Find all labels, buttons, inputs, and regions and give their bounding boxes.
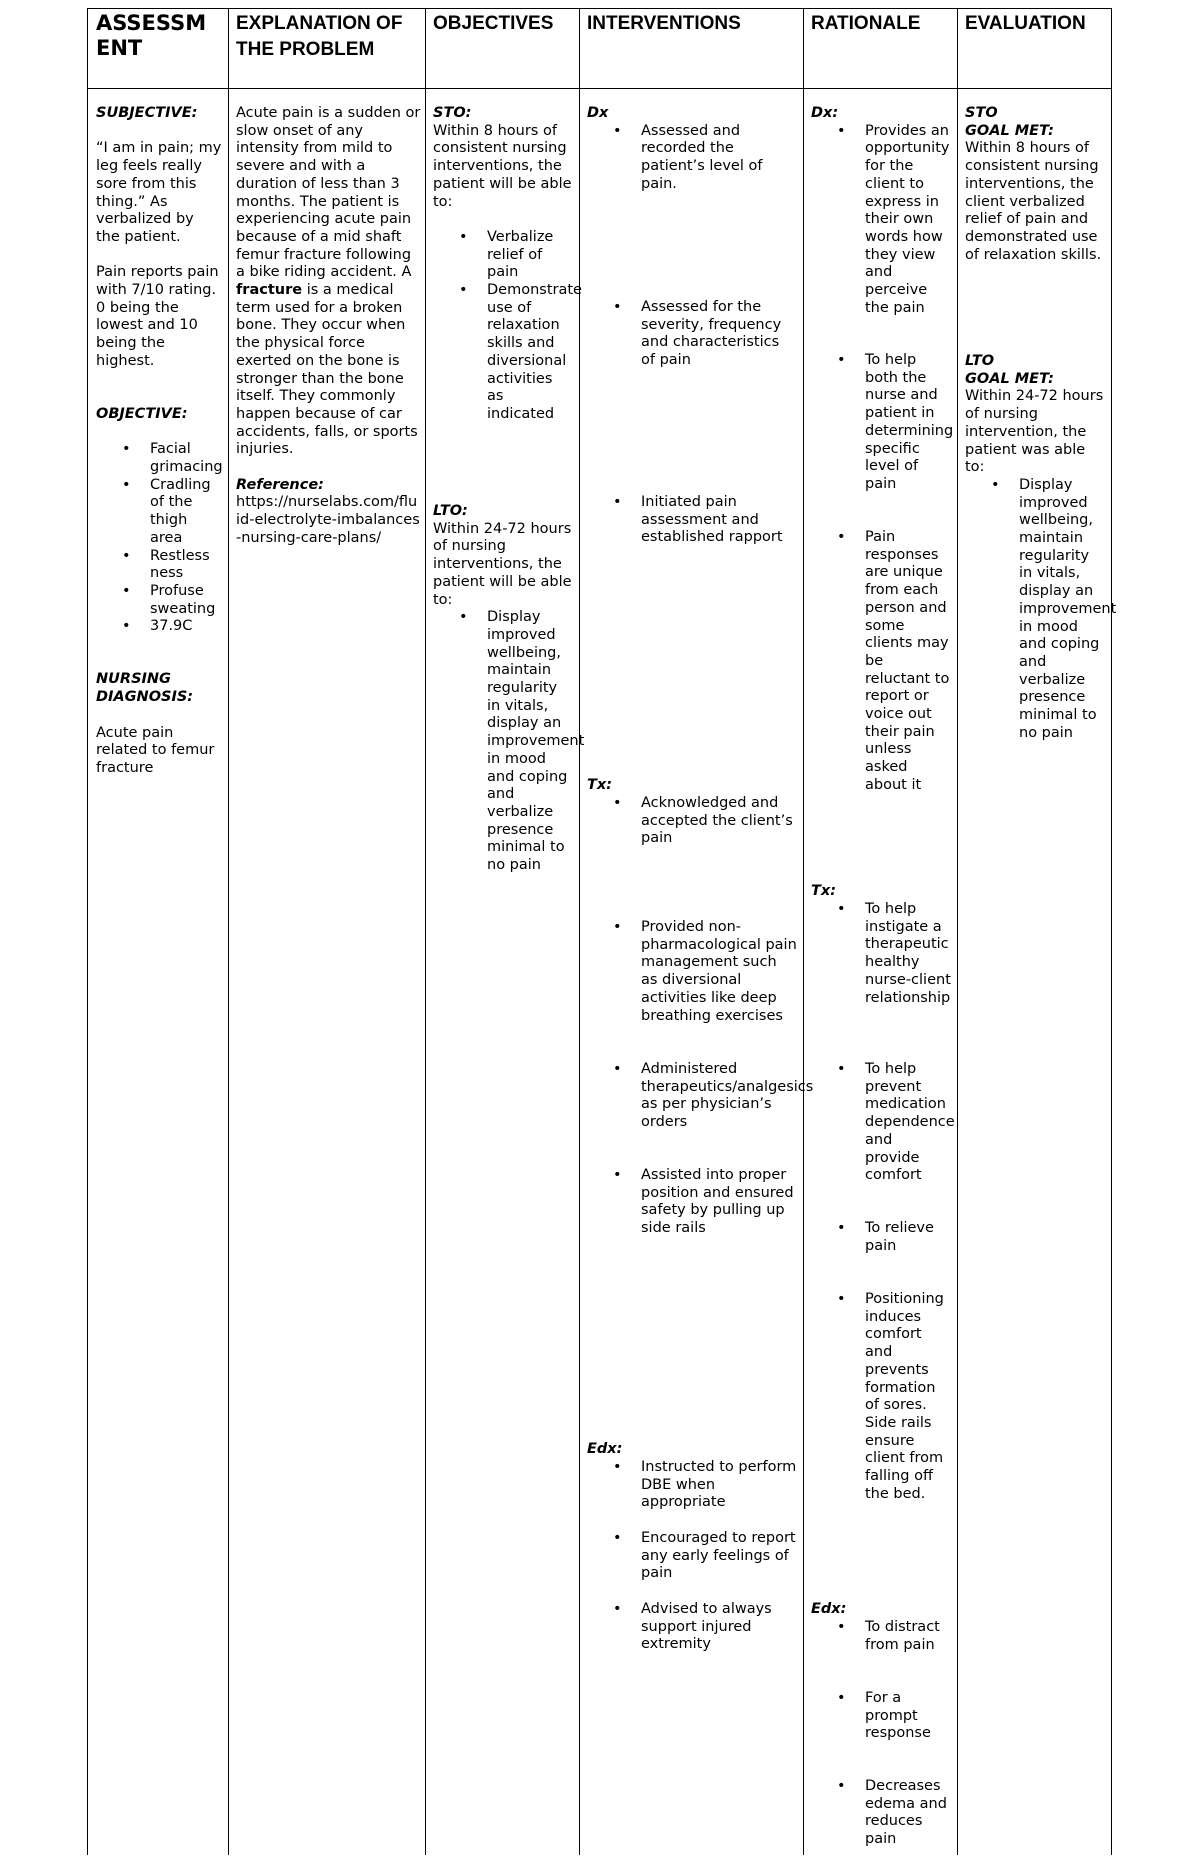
evaluation-sto-text: Within 8 hours of consistent nursing interventions, the client verbalized relief of pain and demonstrated use of relaxation skills. xyxy=(965,140,1102,263)
evaluation-lto-label: LTO xyxy=(965,353,995,369)
rationale-item xyxy=(811,352,954,494)
objective-item: • 37.9C xyxy=(96,618,222,636)
interventions-tx-label: Tx: xyxy=(587,777,613,793)
header-assessment-line2: ENT xyxy=(96,36,143,60)
lto-block xyxy=(433,503,585,875)
header-evaluation: EVALUATION xyxy=(965,13,1086,34)
reference-label: Reference: xyxy=(236,476,324,493)
rationale-item xyxy=(811,529,951,795)
rationale-item xyxy=(811,1220,951,1255)
explanation-text-end: is a medical term used for a broken bone. They occur when the physical force exerted on the bone is stronger than the bone itself. They commonly happen because of car accidents, falls, or sports injuries. xyxy=(236,282,418,458)
rationale-text: • To help instigate a therapeutic healthy nurse-client relationship xyxy=(811,901,951,1007)
intervention-text: • Administered therapeutics/analgesics as per physician’s orders xyxy=(587,1061,797,1132)
evaluation-lto-list xyxy=(965,476,1117,743)
care-plan-table xyxy=(87,8,1117,1855)
rationale-dx-label: Dx: xyxy=(811,105,839,121)
lto-label: LTO: xyxy=(433,503,468,519)
interventions-dx-label: Dx xyxy=(587,105,609,121)
evaluation-lto-block xyxy=(965,353,1117,742)
intervention-item xyxy=(587,494,797,547)
explanation-text-start: Acute pain is a sudden or slow onset of any intensity from mild to severe and with a duration of less than 3 months. The patient is experiencing acute pain because of a mid shaft femur fracture following a bike riding accident. A xyxy=(236,105,421,281)
explanation-cell xyxy=(228,105,425,1805)
objective-item: • Cradling of the thigh area xyxy=(96,477,222,548)
intervention-text: • Assessed for the severity, frequency and characteristics of pain xyxy=(587,299,797,370)
intervention-text: • Instructed to perform DBE when appropriate xyxy=(587,1459,797,1512)
rationale-cell xyxy=(803,105,957,1856)
sto-list xyxy=(433,228,582,424)
rationale-text: • For a prompt response xyxy=(811,1690,951,1743)
rationale-text: • Pain responses are unique from each person and some clients may be reluctant to report or voice out their pain unless asked about it xyxy=(811,529,951,795)
rationale-text: • Provides an opportunity for the client to express in their own words how they view and perceive the pain xyxy=(811,123,951,318)
objective-label: OBJECTIVE: xyxy=(96,405,188,422)
interventions-edx-label: Edx: xyxy=(587,1441,623,1457)
rationale-item xyxy=(811,1619,951,1654)
pain-report: Pain reports pain with 7/10 rating. 0 being the lowest and 10 being the highest. xyxy=(96,264,219,369)
rationale-text: • Decreases edema and reduces pain xyxy=(811,1778,951,1849)
sto-block xyxy=(433,105,582,424)
evaluation-lto-item: • Display improved wellbeing, maintain regularity in vitals, display an improvement in mood and coping and verbalize presence minimal to no pain xyxy=(965,477,1105,743)
rationale-item xyxy=(811,1690,951,1743)
header-explanation xyxy=(228,9,425,88)
rationale-text: • Positioning induces comfort and prevents formation of sores. Side rails ensure client from falling off the bed. xyxy=(811,1291,951,1503)
subjective-quote: “I am in pain; my leg feels really sore from this thing.” As verbalized by the patient. xyxy=(96,140,222,245)
lto-list xyxy=(433,609,585,875)
intervention-item xyxy=(587,1530,797,1583)
intervention-item xyxy=(587,1061,814,1132)
rationale-text: • To help prevent medication dependence and provide comfort xyxy=(811,1061,951,1185)
rationale-item xyxy=(811,901,951,1007)
intervention-item xyxy=(587,919,797,1025)
evaluation-sto-goal: GOAL MET: xyxy=(965,122,1054,139)
sto-label: STO: xyxy=(433,105,472,121)
rationale-item xyxy=(811,1061,955,1185)
rationale-text: • To help both the nurse and patient in determining specific level of pain xyxy=(811,352,951,494)
assessment-cell xyxy=(88,105,228,1805)
header-objectives: OBJECTIVES xyxy=(433,13,554,34)
rationale-tx-label: Tx: xyxy=(811,883,837,899)
sto-text: Within 8 hours of consistent nursing interventions, the patient will be able to: xyxy=(433,122,572,210)
evaluation-sto-label: STO xyxy=(965,105,998,121)
intervention-text: • Initiated pain assessment and established rapport xyxy=(587,494,797,547)
explanation-content xyxy=(236,105,421,548)
intervention-item xyxy=(587,1601,797,1654)
evaluation-lto-text: Within 24-72 hours of nursing intervention, the patient was able to: xyxy=(965,388,1104,476)
evaluation-cell xyxy=(957,105,1117,1805)
evaluation-sto-block xyxy=(965,105,1105,264)
header-assessment xyxy=(88,9,228,88)
intervention-item xyxy=(587,299,797,370)
nursing-diagnosis: Acute pain related to femur fracture xyxy=(96,724,215,776)
objective-list xyxy=(96,441,222,636)
rationale-text: • To relieve pain xyxy=(811,1220,951,1255)
assessment-content xyxy=(96,105,222,778)
header-explanation-line2: THE PROBLEM xyxy=(236,39,375,60)
intervention-text: • Assisted into proper position and ensured safety by pulling up side rails xyxy=(587,1167,797,1238)
subjective-label: SUBJECTIVE: xyxy=(96,105,198,121)
lto-text: Within 24-72 hours of nursing interventions, the patient will be able to: xyxy=(433,520,572,608)
intervention-item xyxy=(587,795,797,848)
header-interventions: INTERVENTIONS xyxy=(587,13,741,34)
intervention-text: • Provided non-pharmacological pain management such as diversional activities like deep breathing exercises xyxy=(587,919,797,1025)
objectives-cell xyxy=(425,105,585,1805)
intervention-text: • Acknowledged and accepted the client’s pain xyxy=(587,795,797,848)
sto-item: • Verbalize relief of pain xyxy=(433,229,573,282)
rationale-item xyxy=(811,1778,951,1849)
header-rationale: RATIONALE xyxy=(811,13,921,34)
intervention-text: • Encouraged to report any early feelings of pain xyxy=(587,1530,797,1583)
lto-item: • Display improved wellbeing, maintain regularity in vitals, display an improvement in mood and coping and verbalize presence minimal to no pain xyxy=(433,609,573,875)
intervention-item xyxy=(587,1167,797,1238)
intervention-text: • Assessed and recorded the patient’s level of pain. xyxy=(587,123,797,194)
rationale-item xyxy=(811,1291,951,1503)
objective-item: • Restless ness xyxy=(96,548,222,583)
rationale-item xyxy=(811,123,951,318)
header-assessment-line1: ASSESSM xyxy=(96,11,207,35)
explanation-bold-term: fracture xyxy=(236,282,303,299)
sto-item: • Demonstrate use of relaxation skills and diversional activities as indicated xyxy=(433,282,573,424)
rationale-edx-label: Edx: xyxy=(811,1601,847,1617)
nursing-diagnosis-label: NURSING DIAGNOSIS: xyxy=(96,671,194,706)
objective-item: • Facial grimacing xyxy=(96,441,222,476)
intervention-text: • Advised to always support injured extremity xyxy=(587,1601,797,1654)
evaluation-lto-goal: GOAL MET: xyxy=(965,370,1054,387)
header-divider xyxy=(88,88,1111,89)
reference-url: https://nurselabs.com/fluid-electrolyte-imbalances-nursing-care-plans/ xyxy=(236,494,420,546)
intervention-item xyxy=(587,123,797,194)
explanation-text xyxy=(236,105,421,459)
interventions-cell xyxy=(579,105,814,1805)
header-explanation-line1: EXPLANATION OF xyxy=(236,13,403,34)
rationale-text: • To distract from pain xyxy=(811,1619,951,1654)
intervention-item xyxy=(587,1459,797,1512)
objective-item: • Profuse sweating xyxy=(96,583,222,618)
